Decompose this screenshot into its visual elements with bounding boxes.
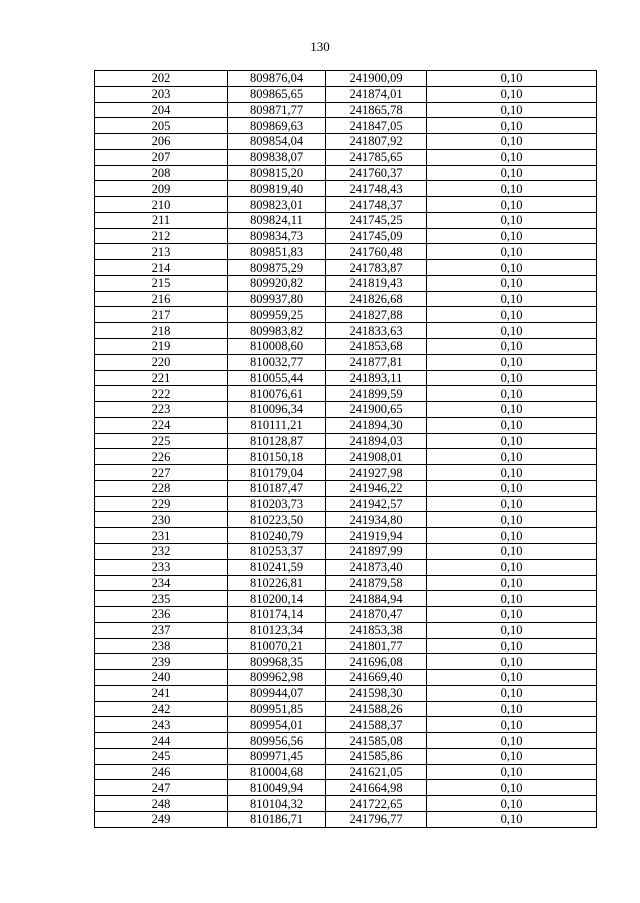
- value-cell: 0,10: [427, 685, 597, 701]
- y-coordinate-cell: 241748,43: [326, 181, 427, 197]
- x-coordinate-cell: 810070,21: [228, 638, 326, 654]
- y-coordinate-cell: 241760,48: [326, 244, 427, 260]
- coordinates-table: [94, 70, 597, 828]
- x-coordinate-cell: 810104,32: [228, 796, 326, 812]
- point-number-cell: 226: [95, 449, 228, 465]
- y-coordinate-cell: 241826,68: [326, 291, 427, 307]
- x-coordinate-cell: 809871,77: [228, 102, 326, 118]
- x-coordinate-cell: 810179,04: [228, 465, 326, 481]
- point-number-cell: 205: [95, 118, 228, 134]
- table-row: [95, 323, 597, 339]
- point-number-cell: 204: [95, 102, 228, 118]
- x-coordinate-cell: 810004,68: [228, 764, 326, 780]
- value-cell: 0,10: [427, 102, 597, 118]
- y-coordinate-cell: 241760,37: [326, 165, 427, 181]
- point-number-cell: 234: [95, 575, 228, 591]
- value-cell: 0,10: [427, 71, 597, 87]
- value-cell: 0,10: [427, 654, 597, 670]
- value-cell: 0,10: [427, 134, 597, 150]
- x-coordinate-cell: 810200,14: [228, 591, 326, 607]
- table-row: [95, 591, 597, 607]
- value-cell: 0,10: [427, 622, 597, 638]
- value-cell: 0,10: [427, 212, 597, 228]
- point-number-cell: 233: [95, 559, 228, 575]
- y-coordinate-cell: 241908,01: [326, 449, 427, 465]
- value-cell: 0,10: [427, 228, 597, 244]
- x-coordinate-cell: 809851,83: [228, 244, 326, 260]
- y-coordinate-cell: 241669,40: [326, 670, 427, 686]
- x-coordinate-cell: 809834,73: [228, 228, 326, 244]
- point-number-cell: 208: [95, 165, 228, 181]
- x-coordinate-cell: 810123,34: [228, 622, 326, 638]
- value-cell: 0,10: [427, 559, 597, 575]
- table-row: [95, 339, 597, 355]
- table-row: [95, 685, 597, 701]
- page-number: 130: [310, 39, 330, 54]
- value-cell: 0,10: [427, 86, 597, 102]
- y-coordinate-cell: 241894,03: [326, 433, 427, 449]
- value-cell: 0,10: [427, 528, 597, 544]
- x-coordinate-cell: 810241,59: [228, 559, 326, 575]
- y-coordinate-cell: 241894,30: [326, 417, 427, 433]
- x-coordinate-cell: 809971,45: [228, 748, 326, 764]
- x-coordinate-cell: 810223,50: [228, 512, 326, 528]
- table-row: [95, 354, 597, 370]
- x-coordinate-cell: 810203,73: [228, 496, 326, 512]
- x-coordinate-cell: 810111,21: [228, 417, 326, 433]
- table-row: [95, 559, 597, 575]
- table-row: [95, 654, 597, 670]
- table-row: [95, 197, 597, 213]
- x-coordinate-cell: 809959,25: [228, 307, 326, 323]
- x-coordinate-cell: 810226,81: [228, 575, 326, 591]
- point-number-cell: 217: [95, 307, 228, 323]
- point-number-cell: 237: [95, 622, 228, 638]
- x-coordinate-cell: 809968,35: [228, 654, 326, 670]
- value-cell: 0,10: [427, 291, 597, 307]
- table-row: [95, 811, 597, 827]
- table-row: [95, 275, 597, 291]
- point-number-cell: 236: [95, 607, 228, 623]
- y-coordinate-cell: 241745,09: [326, 228, 427, 244]
- x-coordinate-cell: 810150,18: [228, 449, 326, 465]
- y-coordinate-cell: 241879,58: [326, 575, 427, 591]
- table-row: [95, 480, 597, 496]
- value-cell: 0,10: [427, 354, 597, 370]
- point-number-cell: 230: [95, 512, 228, 528]
- point-number-cell: 229: [95, 496, 228, 512]
- value-cell: 0,10: [427, 701, 597, 717]
- value-cell: 0,10: [427, 197, 597, 213]
- value-cell: 0,10: [427, 811, 597, 827]
- table-row: [95, 417, 597, 433]
- value-cell: 0,10: [427, 386, 597, 402]
- table-row: [95, 701, 597, 717]
- value-cell: 0,10: [427, 764, 597, 780]
- table-row: [95, 402, 597, 418]
- point-number-cell: 243: [95, 717, 228, 733]
- point-number-cell: 242: [95, 701, 228, 717]
- y-coordinate-cell: 241877,81: [326, 354, 427, 370]
- y-coordinate-cell: 241833,63: [326, 323, 427, 339]
- value-cell: 0,10: [427, 433, 597, 449]
- table-row: [95, 622, 597, 638]
- point-number-cell: 228: [95, 480, 228, 496]
- table-row: [95, 796, 597, 812]
- point-number-cell: 216: [95, 291, 228, 307]
- point-number-cell: 210: [95, 197, 228, 213]
- point-number-cell: 227: [95, 465, 228, 481]
- table-row: [95, 181, 597, 197]
- x-coordinate-cell: 810186,71: [228, 811, 326, 827]
- x-coordinate-cell: 810008,60: [228, 339, 326, 355]
- x-coordinate-cell: 809824,11: [228, 212, 326, 228]
- table-row: [95, 638, 597, 654]
- table-row: [95, 71, 597, 87]
- point-number-cell: 214: [95, 260, 228, 276]
- y-coordinate-cell: 241807,92: [326, 134, 427, 150]
- table-row: [95, 149, 597, 165]
- point-number-cell: 207: [95, 149, 228, 165]
- x-coordinate-cell: 809854,04: [228, 134, 326, 150]
- y-coordinate-cell: 241785,65: [326, 149, 427, 165]
- value-cell: 0,10: [427, 165, 597, 181]
- value-cell: 0,10: [427, 260, 597, 276]
- table-row: [95, 449, 597, 465]
- x-coordinate-cell: 810032,77: [228, 354, 326, 370]
- x-coordinate-cell: 809875,29: [228, 260, 326, 276]
- y-coordinate-cell: 241853,38: [326, 622, 427, 638]
- value-cell: 0,10: [427, 339, 597, 355]
- value-cell: 0,10: [427, 575, 597, 591]
- point-number-cell: 246: [95, 764, 228, 780]
- value-cell: 0,10: [427, 496, 597, 512]
- point-number-cell: 206: [95, 134, 228, 150]
- point-number-cell: 202: [95, 71, 228, 87]
- y-coordinate-cell: 241827,88: [326, 307, 427, 323]
- y-coordinate-cell: 241585,08: [326, 733, 427, 749]
- table-row: [95, 733, 597, 749]
- table-row: [95, 102, 597, 118]
- value-cell: 0,10: [427, 543, 597, 559]
- table-row: [95, 433, 597, 449]
- y-coordinate-cell: 241696,08: [326, 654, 427, 670]
- table-row: [95, 291, 597, 307]
- x-coordinate-cell: 810096,34: [228, 402, 326, 418]
- value-cell: 0,10: [427, 670, 597, 686]
- point-number-cell: 244: [95, 733, 228, 749]
- point-number-cell: 247: [95, 780, 228, 796]
- point-number-cell: 212: [95, 228, 228, 244]
- x-coordinate-cell: 809920,82: [228, 275, 326, 291]
- y-coordinate-cell: 241873,40: [326, 559, 427, 575]
- value-cell: 0,10: [427, 244, 597, 260]
- value-cell: 0,10: [427, 591, 597, 607]
- y-coordinate-cell: 241897,99: [326, 543, 427, 559]
- value-cell: 0,10: [427, 417, 597, 433]
- point-number-cell: 211: [95, 212, 228, 228]
- value-cell: 0,10: [427, 149, 597, 165]
- x-coordinate-cell: 809962,98: [228, 670, 326, 686]
- x-coordinate-cell: 810174,14: [228, 607, 326, 623]
- point-number-cell: 232: [95, 543, 228, 559]
- point-number-cell: 231: [95, 528, 228, 544]
- point-number-cell: 203: [95, 86, 228, 102]
- x-coordinate-cell: 809823,01: [228, 197, 326, 213]
- point-number-cell: 224: [95, 417, 228, 433]
- y-coordinate-cell: 241801,77: [326, 638, 427, 654]
- y-coordinate-cell: 241819,43: [326, 275, 427, 291]
- y-coordinate-cell: 241900,09: [326, 71, 427, 87]
- table-row: [95, 307, 597, 323]
- point-number-cell: 239: [95, 654, 228, 670]
- y-coordinate-cell: 241745,25: [326, 212, 427, 228]
- x-coordinate-cell: 809983,82: [228, 323, 326, 339]
- point-number-cell: 238: [95, 638, 228, 654]
- y-coordinate-cell: 241900,65: [326, 402, 427, 418]
- x-coordinate-cell: 809819,40: [228, 181, 326, 197]
- x-coordinate-cell: 810055,44: [228, 370, 326, 386]
- table-row: [95, 118, 597, 134]
- value-cell: 0,10: [427, 465, 597, 481]
- table-row: [95, 512, 597, 528]
- value-cell: 0,10: [427, 370, 597, 386]
- y-coordinate-cell: 241946,22: [326, 480, 427, 496]
- value-cell: 0,10: [427, 402, 597, 418]
- y-coordinate-cell: 241853,68: [326, 339, 427, 355]
- x-coordinate-cell: 809815,20: [228, 165, 326, 181]
- y-coordinate-cell: 241621,05: [326, 764, 427, 780]
- table-row: [95, 496, 597, 512]
- x-coordinate-cell: 809876,04: [228, 71, 326, 87]
- x-coordinate-cell: 810240,79: [228, 528, 326, 544]
- value-cell: 0,10: [427, 307, 597, 323]
- point-number-cell: 215: [95, 275, 228, 291]
- y-coordinate-cell: 241919,94: [326, 528, 427, 544]
- value-cell: 0,10: [427, 638, 597, 654]
- point-number-cell: 221: [95, 370, 228, 386]
- x-coordinate-cell: 810253,37: [228, 543, 326, 559]
- table-row: [95, 543, 597, 559]
- table-row: [95, 244, 597, 260]
- y-coordinate-cell: 241899,59: [326, 386, 427, 402]
- y-coordinate-cell: 241893,11: [326, 370, 427, 386]
- value-cell: 0,10: [427, 748, 597, 764]
- x-coordinate-cell: 809869,63: [228, 118, 326, 134]
- value-cell: 0,10: [427, 449, 597, 465]
- value-cell: 0,10: [427, 323, 597, 339]
- table-row: [95, 386, 597, 402]
- table-row: [95, 780, 597, 796]
- value-cell: 0,10: [427, 480, 597, 496]
- table-row: [95, 86, 597, 102]
- y-coordinate-cell: 241796,77: [326, 811, 427, 827]
- value-cell: 0,10: [427, 118, 597, 134]
- point-number-cell: 235: [95, 591, 228, 607]
- point-number-cell: 220: [95, 354, 228, 370]
- table-row: [95, 370, 597, 386]
- value-cell: 0,10: [427, 796, 597, 812]
- table-row: [95, 134, 597, 150]
- table-row: [95, 260, 597, 276]
- y-coordinate-cell: 241874,01: [326, 86, 427, 102]
- y-coordinate-cell: 241934,80: [326, 512, 427, 528]
- point-number-cell: 209: [95, 181, 228, 197]
- table-row: [95, 764, 597, 780]
- x-coordinate-cell: 810076,61: [228, 386, 326, 402]
- y-coordinate-cell: 241870,47: [326, 607, 427, 623]
- x-coordinate-cell: 810187,47: [228, 480, 326, 496]
- point-number-cell: 213: [95, 244, 228, 260]
- y-coordinate-cell: 241783,87: [326, 260, 427, 276]
- y-coordinate-cell: 241884,94: [326, 591, 427, 607]
- table-row: [95, 575, 597, 591]
- point-number-cell: 225: [95, 433, 228, 449]
- table-row: [95, 228, 597, 244]
- x-coordinate-cell: 810128,87: [228, 433, 326, 449]
- y-coordinate-cell: 241585,86: [326, 748, 427, 764]
- y-coordinate-cell: 241847,05: [326, 118, 427, 134]
- table-row: [95, 212, 597, 228]
- x-coordinate-cell: 809944,07: [228, 685, 326, 701]
- y-coordinate-cell: 241664,98: [326, 780, 427, 796]
- table-row: [95, 607, 597, 623]
- coordinates-table-body: [95, 71, 597, 828]
- point-number-cell: 222: [95, 386, 228, 402]
- table-row: [95, 165, 597, 181]
- x-coordinate-cell: 809838,07: [228, 149, 326, 165]
- y-coordinate-cell: 241942,57: [326, 496, 427, 512]
- y-coordinate-cell: 241865,78: [326, 102, 427, 118]
- table-row: [95, 670, 597, 686]
- table-row: [95, 465, 597, 481]
- x-coordinate-cell: 809937,80: [228, 291, 326, 307]
- y-coordinate-cell: 241927,98: [326, 465, 427, 481]
- value-cell: 0,10: [427, 780, 597, 796]
- table-row: [95, 748, 597, 764]
- point-number-cell: 248: [95, 796, 228, 812]
- y-coordinate-cell: 241722,65: [326, 796, 427, 812]
- y-coordinate-cell: 241748,37: [326, 197, 427, 213]
- point-number-cell: 218: [95, 323, 228, 339]
- y-coordinate-cell: 241598,30: [326, 685, 427, 701]
- point-number-cell: 219: [95, 339, 228, 355]
- x-coordinate-cell: 809865,65: [228, 86, 326, 102]
- x-coordinate-cell: 809956,56: [228, 733, 326, 749]
- value-cell: 0,10: [427, 607, 597, 623]
- x-coordinate-cell: 810049,94: [228, 780, 326, 796]
- value-cell: 0,10: [427, 717, 597, 733]
- x-coordinate-cell: 809954,01: [228, 717, 326, 733]
- table-row: [95, 528, 597, 544]
- point-number-cell: 249: [95, 811, 228, 827]
- point-number-cell: 240: [95, 670, 228, 686]
- y-coordinate-cell: 241588,26: [326, 701, 427, 717]
- value-cell: 0,10: [427, 181, 597, 197]
- value-cell: 0,10: [427, 275, 597, 291]
- y-coordinate-cell: 241588,37: [326, 717, 427, 733]
- point-number-cell: 245: [95, 748, 228, 764]
- point-number-cell: 223: [95, 402, 228, 418]
- x-coordinate-cell: 809951,85: [228, 701, 326, 717]
- table-row: [95, 717, 597, 733]
- value-cell: 0,10: [427, 512, 597, 528]
- point-number-cell: 241: [95, 685, 228, 701]
- value-cell: 0,10: [427, 733, 597, 749]
